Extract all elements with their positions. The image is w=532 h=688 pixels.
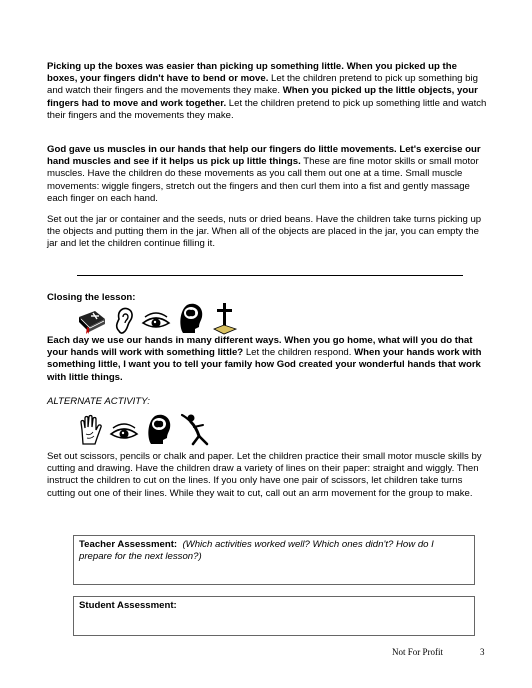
hand-icon — [77, 414, 103, 446]
teacher-assessment-box[interactable] — [73, 535, 475, 585]
teacher-assessment-prompt: (Which activities worked well? Which ones didn't? How do I prepare for the next lesson?) — [79, 539, 434, 563]
closing-text-1: Let the children respond. — [243, 347, 355, 359]
alternate-paragraph: Set out scissors, pencils or chalk and paper. Let the children practice their small motor muscle skills by cutting and drawing. Have the children draw a variety of lines on their paper: straight and wiggly. Then instruct the children to cut on the lines. If you only have one pair of scissors, let children take turns cutting out one of their lines. While they wait to cut, call out an arm movement for the group to make. — [47, 451, 482, 499]
intro-paragraph-1 — [47, 61, 487, 122]
section-divider — [77, 275, 463, 276]
closing-paragraph — [47, 335, 487, 384]
intro-paragraph-3: Set out the jar or container and the seeds, nuts or dried beans. Have the children take turns picking up the objects and putting them in the jar. When all of the objects are placed in the jar, you can empty the jar and let the children continue filling it. — [47, 214, 482, 250]
alternate-heading: ALTERNATE ACTIVITY: — [47, 396, 150, 407]
intro-p1-text-1: Let the children pretend to pick up something big and watch their fingers and the movements they make. — [47, 73, 478, 97]
closing-heading: Closing the lesson: — [47, 292, 136, 303]
intro-p1-bold-2: When you picked up the little objects, your fingers had to move and work together. — [47, 85, 478, 109]
intro-p2-text-1: These are fine motor skills or small motor muscles. Have the children do these movements as you call them out one at a time. Small muscle movements: wiggle fingers, stretch out the fingers and then curl them into a fist and gently massage each finger on each hand. — [47, 156, 479, 204]
eye-icon — [109, 416, 139, 446]
intro-p1-text-2: Let the children pretend to pick up something little and watch their fingers and the movements they make. — [47, 97, 487, 121]
closing-bold-1: Each day we use our hands in many different ways. When you go home, what will you do that your hands will work with something little? — [47, 335, 473, 359]
intro-p2-bold-1: God gave us muscles in our hands that help our fingers do little movements. Let's exercise our hand muscles and see if it helps us pick up little things. — [47, 144, 481, 168]
eye-icon — [141, 305, 171, 335]
student-assessment-label: Student Assessment: — [79, 600, 177, 611]
alternate-icon-row — [77, 412, 211, 446]
closing-icon-row — [77, 301, 239, 335]
footer-note: Not For Profit — [392, 647, 444, 657]
bible-icon — [77, 305, 107, 335]
ear-icon — [113, 305, 135, 335]
stretching-person-icon — [179, 412, 211, 446]
closing-bold-2: When your hands work with something little, I want you to tell your family how God created your wonderful hands that work with little things. — [47, 347, 482, 383]
intro-paragraph-2 — [47, 144, 487, 205]
thinking-head-icon — [145, 412, 173, 446]
page-number: 3 — [480, 647, 485, 657]
thinking-head-icon — [177, 301, 205, 335]
student-assessment-box[interactable] — [73, 596, 475, 636]
teacher-assessment-label: Teacher Assessment: — [79, 539, 178, 550]
intro-p1-bold-1: Picking up the boxes was easier than picking up something little. When you picked up the boxes, your fingers didn't have to bend or move. — [47, 61, 457, 85]
cross-icon — [211, 301, 239, 335]
